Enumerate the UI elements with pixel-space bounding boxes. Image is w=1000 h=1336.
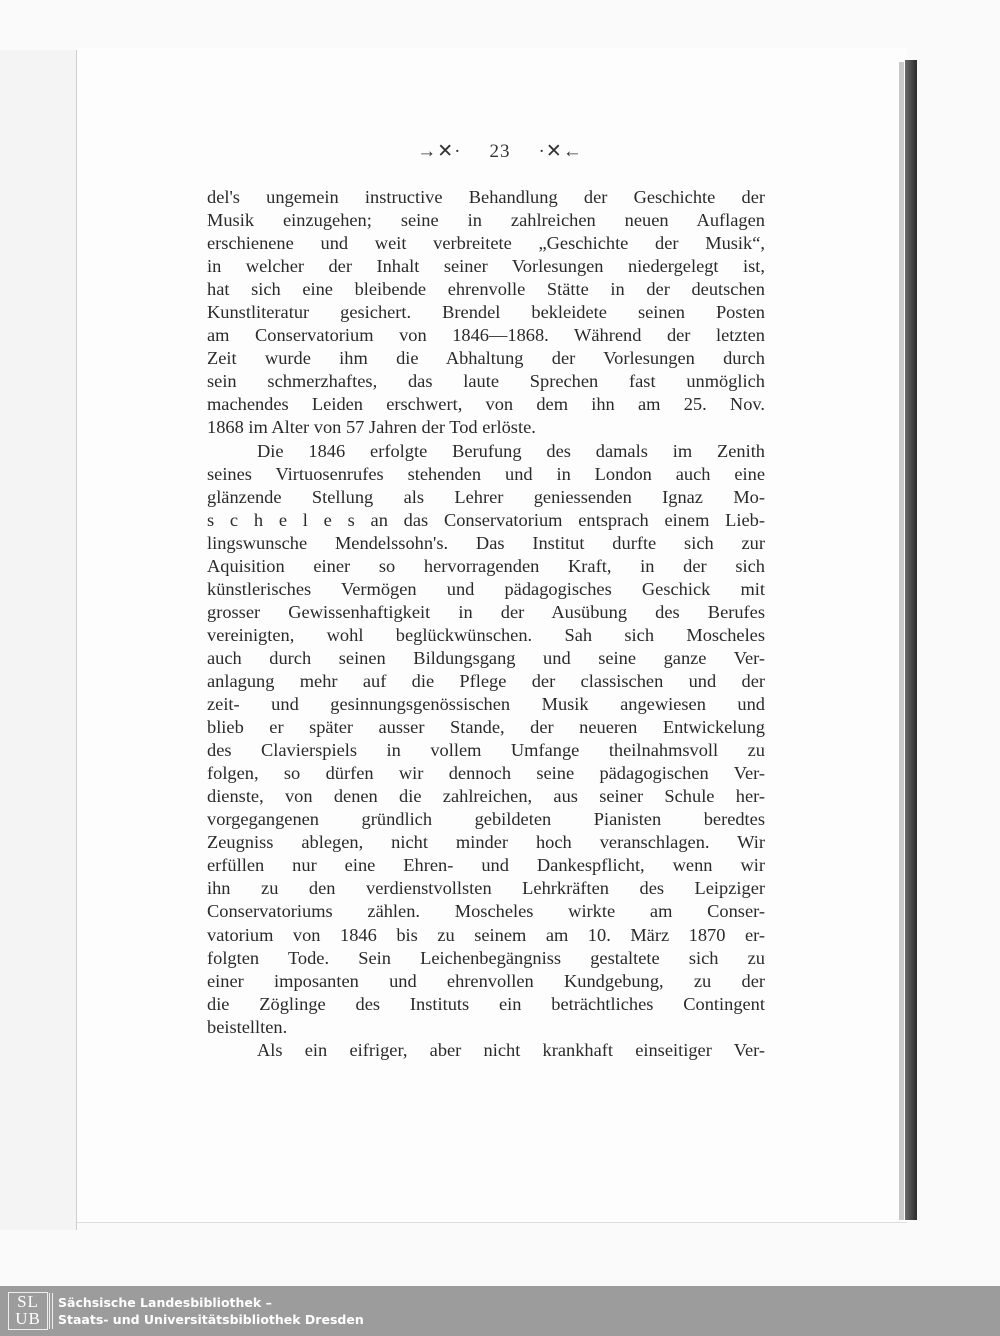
text-line: seines Virtuosenrufes stehenden und in London auch eine bbox=[207, 463, 765, 484]
text-line: vatorium von 1846 bis zu seinem am 10. März 1870 er- bbox=[207, 924, 765, 945]
text-line: machendes Leiden erschwert, von dem ihn am 25. Nov. bbox=[207, 394, 765, 415]
text-line: s c h e l e s an das Conservatorium entsprach einem Lieb- bbox=[207, 509, 765, 530]
text-line: blieb er später ausser Stande, der neueren Entwickelung bbox=[207, 717, 765, 738]
text-line: anlagung mehr auf die Pflege der classischen und der bbox=[207, 670, 765, 691]
text-line: Aquisition einer so hervorragenden Kraft, in der sich bbox=[207, 555, 765, 576]
text-line: am Conservatorium von 1846—1868. Während der letzten bbox=[207, 325, 765, 346]
page-stack-edge bbox=[899, 62, 904, 1220]
text-line: Kunstliteratur gesichert. Brendel bekleidete seinen Posten bbox=[207, 302, 765, 323]
text-line: die Zöglinge des Instituts ein beträchtliches Contingent bbox=[207, 993, 765, 1014]
text-line: glänzende Stellung als Lehrer geniessenden Ignaz Mo- bbox=[207, 486, 765, 507]
logo-top: SL bbox=[17, 1292, 39, 1311]
text-line: vorgegangenen gründlich gebildeten Pianisten beredtes bbox=[207, 809, 765, 830]
text-line: erschienene und weit verbreitete „Geschichte der Musik“, bbox=[207, 233, 765, 254]
text-line: Conservatoriums zählen. Moscheles wirkte am Conser- bbox=[207, 901, 765, 922]
text-line: erfüllen nur eine Ehren- und Dankespflicht, wenn wir bbox=[207, 855, 765, 876]
footer-line-1: Sächsische Landesbibliothek – bbox=[58, 1295, 272, 1310]
text-line: Als ein eifriger, aber nicht krankhaft einseitiger Ver- bbox=[257, 1039, 765, 1060]
text-line: hat sich eine bleibende ehrenvolle Stätte in der deutschen bbox=[207, 279, 765, 300]
text-line: Zeit wurde ihm die Abhaltung der Vorlesungen durch bbox=[207, 348, 765, 369]
page-header bbox=[0, 140, 1000, 163]
text-line: zeit- und gesinnungsgenössischen Musik angewiesen und bbox=[207, 694, 765, 715]
text-line: sein schmerzhaftes, das laute Sprechen fast unmöglich bbox=[207, 371, 765, 392]
text-line: 1868 im Alter von 57 Jahren der Tod erlöste. bbox=[207, 417, 536, 438]
left-page-edge bbox=[0, 50, 77, 1230]
text-line: künstlerisches Vermögen und pädagogisches Geschick mit bbox=[207, 578, 765, 599]
text-line: Musik einzugehen; seine in zahlreichen neuen Auflagen bbox=[207, 210, 765, 231]
text-line: Zeugniss ablegen, nicht minder hoch veranschlagen. Wir bbox=[207, 832, 765, 853]
text-line: beistellten. bbox=[207, 1016, 288, 1037]
slub-logo bbox=[8, 1292, 48, 1330]
body-text bbox=[207, 186, 765, 1062]
text-line: grosser Gewissenhaftigkeit in der Ausübung des Berufes bbox=[207, 601, 765, 622]
ornament-right-icon: ·✕← bbox=[538, 141, 583, 162]
text-line: del's ungemein instructive Behandlung der Geschichte der bbox=[207, 187, 765, 207]
footer-line-2: Staats- und Universitätsbibliothek Dresden bbox=[58, 1312, 364, 1327]
book-cover-edge bbox=[905, 60, 917, 1220]
text-line: des Clavierspiels in vollem Umfange theilnahmsvoll zu bbox=[207, 740, 765, 761]
text-line: folgten Tode. Sein Leichenbegängniss gestaltete sich zu bbox=[207, 947, 765, 968]
ornament-left-icon: →✕· bbox=[417, 141, 462, 162]
text-line: auch durch seinen Bildungsgang und seine ganze Ver- bbox=[207, 647, 765, 668]
logo-bottom: UB bbox=[15, 1309, 41, 1328]
text-line: folgen, so dürfen wir dennoch seine pädagogischen Ver- bbox=[207, 763, 765, 784]
library-footer bbox=[0, 1286, 1000, 1336]
text-line: dienste, von denen die zahlreichen, aus seiner Schule her- bbox=[207, 786, 765, 807]
text-line: in welcher der Inhalt seiner Vorlesungen niedergelegt ist, bbox=[207, 256, 765, 277]
text-line: vereinigten, wohl beglückwünschen. Sah sich Moscheles bbox=[207, 624, 765, 645]
text-line: lingswunsche Mendelssohn's. Das Institut durfte sich zur bbox=[207, 532, 765, 553]
text-line: einer imposanten und ehrenvollen Kundgebung, zu der bbox=[207, 970, 765, 991]
page-number: 23 bbox=[489, 141, 511, 162]
text-line: Die 1846 erfolgte Berufung des damals im Zenith bbox=[257, 440, 765, 461]
text-line: ihn zu den verdienstvollsten Lehrkräften des Leipziger bbox=[207, 878, 765, 899]
